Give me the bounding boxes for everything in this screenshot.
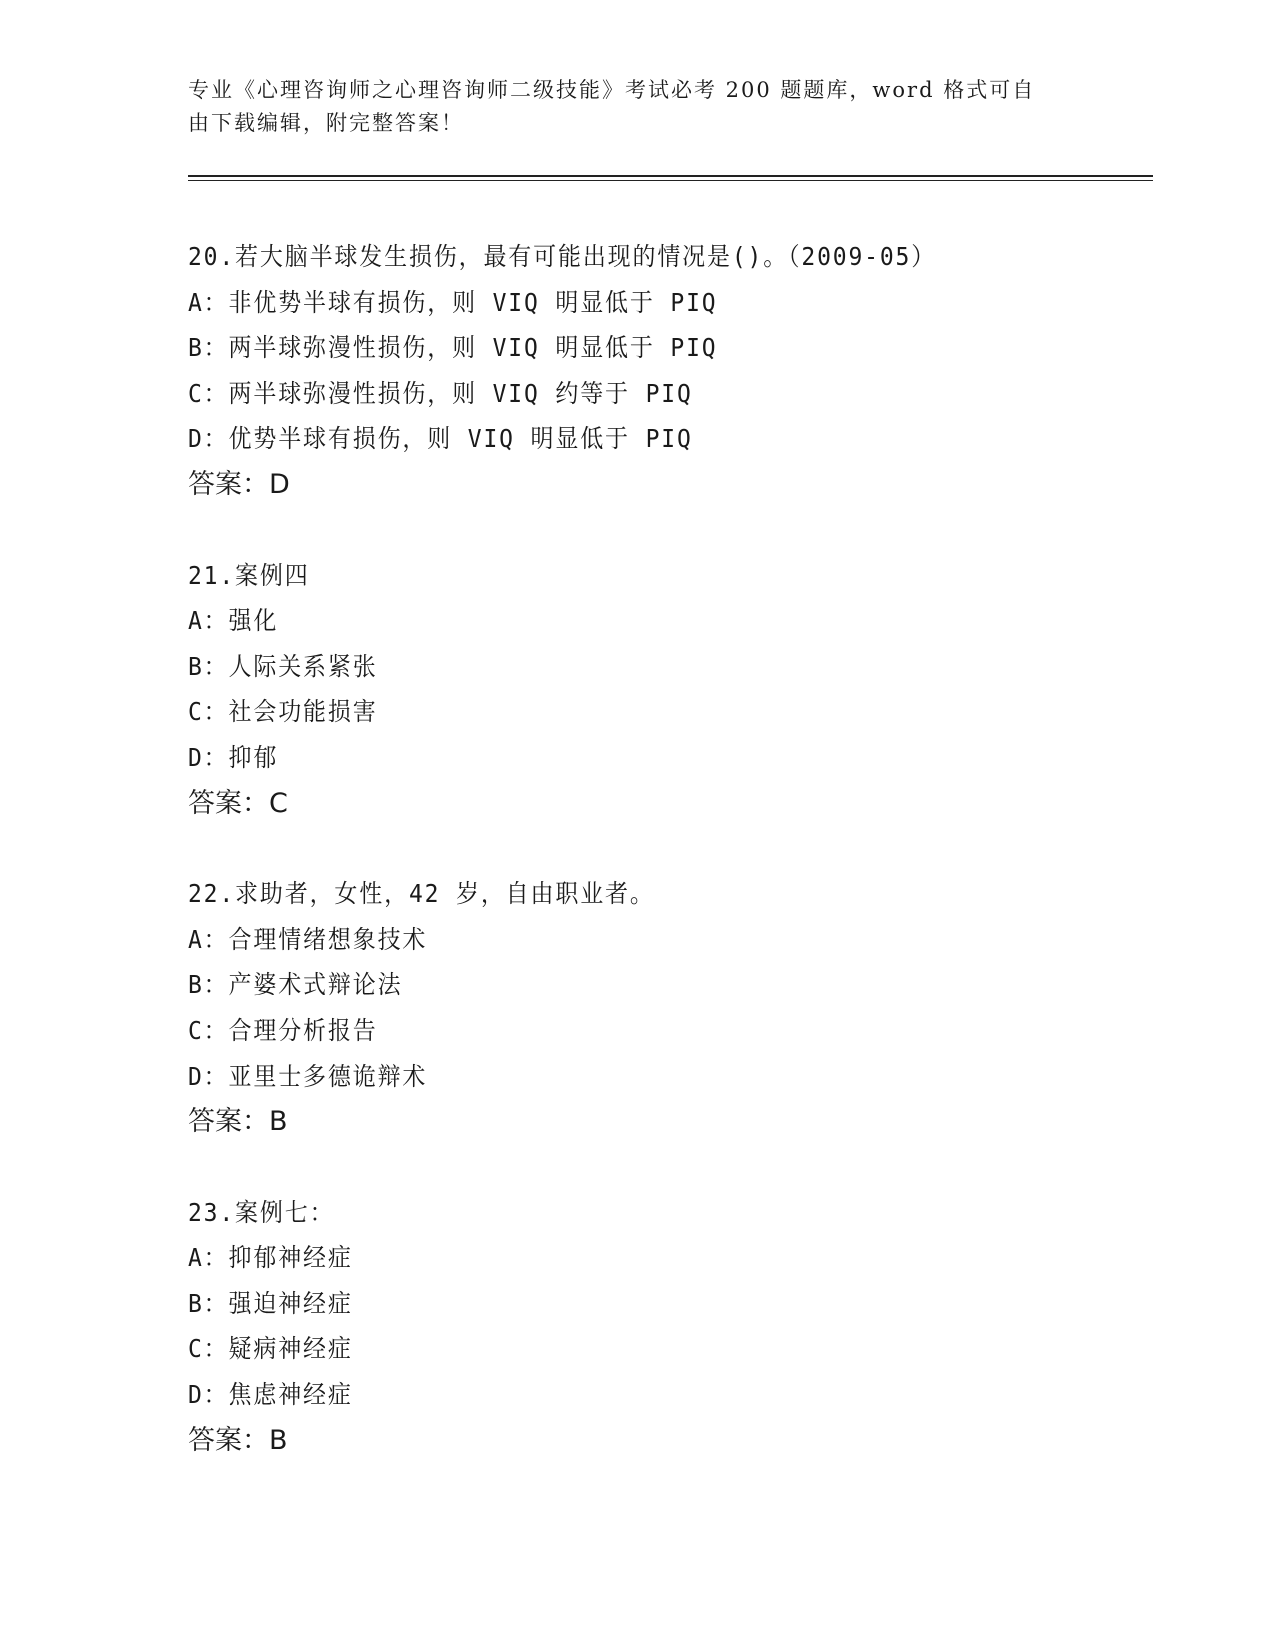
question-stem: 20.若大脑半球发生损伤，最有可能出现的情况是()。（2009-05） [188,242,937,271]
option-a: A：合理情绪想象技术 [188,924,428,954]
answer-line: 答案：B [188,1424,288,1456]
option-c: C：社会功能损害 [188,697,378,727]
header-line-1: 专业《心理咨询师之心理咨询师二级技能》考试必考 200 题题库，word 格式可自 [188,78,1036,102]
answer-line: 答案：B [188,1106,288,1138]
option-c: C：疑病神经症 [188,1334,353,1364]
answer-line: 答案：C [188,787,288,819]
option-b: B：人际关系紧张 [188,651,378,681]
option-a: A：抑郁神经症 [188,1243,353,1273]
option-c: C：合理分析报告 [188,1015,378,1045]
option-c: C：两半球弥漫性损伤，则 VIQ 约等于 PIQ [188,378,693,408]
question-20 [188,234,1148,508]
option-a: A：非优势半球有损伤，则 VIQ 明显低于 PIQ [188,287,718,317]
header-divider-thick [188,175,1153,177]
question-23 [188,1190,1148,1464]
option-b: B：强迫神经症 [188,1288,353,1318]
question-stem: 22.求助者，女性，42 岁，自由职业者。 [188,879,655,909]
document-header [188,74,1068,140]
question-22 [188,871,1148,1145]
header-divider-thin [188,180,1153,181]
question-stem: 23.案例七： [188,1197,335,1227]
option-b: B：两半球弥漫性损伤，则 VIQ 明显低于 PIQ [188,333,718,363]
option-d: D：焦虑神经症 [188,1380,353,1410]
option-a: A：强化 [188,606,279,636]
answer-line: 答案：D [188,468,290,500]
option-b: B：产婆术式辩论法 [188,970,403,1000]
option-d: D：抑郁 [188,742,279,772]
question-list [188,234,1148,1508]
header-line-2: 由下载编辑，附完整答案！ [188,111,464,135]
option-d: D：亚里士多德诡辩术 [188,1061,428,1091]
question-stem: 21.案例四 [188,560,310,590]
option-d: D：优势半球有损伤，则 VIQ 明显低于 PIQ [188,424,693,454]
question-21 [188,553,1148,827]
